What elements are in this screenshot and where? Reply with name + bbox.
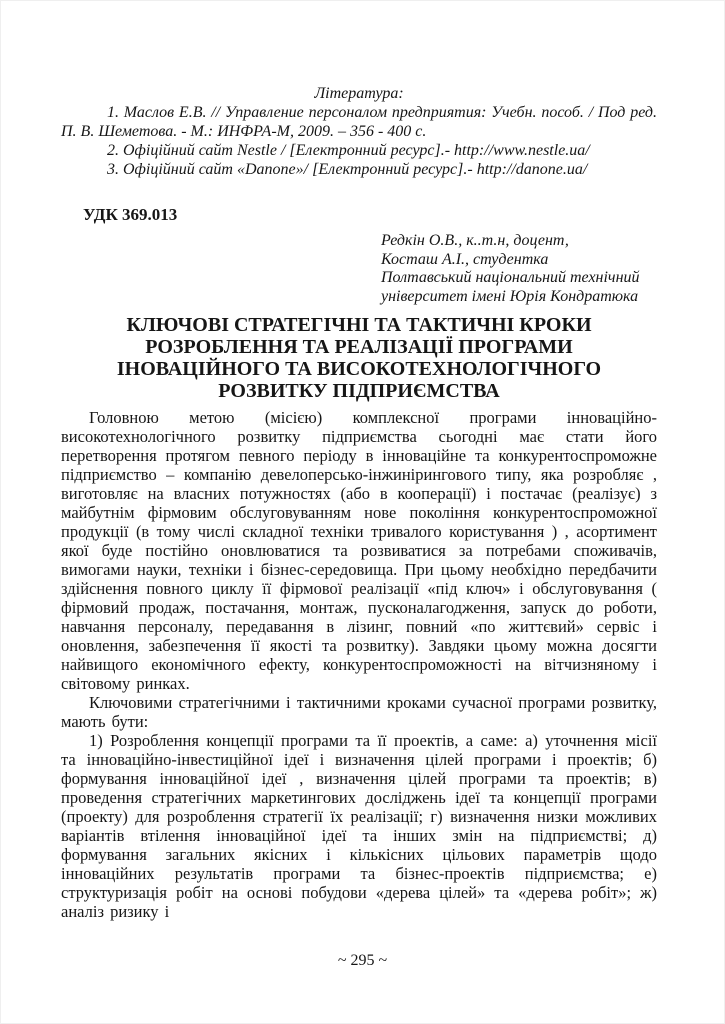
literature-item: 2. Офіційний сайт Nestle / [Електронний ресурс].- http://www.nestle.ua/ <box>107 142 590 159</box>
author-line: Косташ А.І., студентка <box>381 250 549 268</box>
authors-block <box>381 232 657 306</box>
literature-item: 3. Офіційний сайт «Danone»/ [Електронний ресурс].- http://danone.ua/ <box>107 161 588 178</box>
udc-code: УДК 369.013 <box>83 205 178 224</box>
affiliation-line: університет імені Юрія Кондратюка <box>381 287 639 305</box>
literature-heading: Література: <box>314 85 404 102</box>
author-line: Редкін О.В., к..т.н, доцент, <box>381 232 569 249</box>
body-paragraph: 1) Розроблення концепції програми та її проектів, а саме: а) уточнення місії та інноваційно-інвестиційної ідеї і визначення цілей програми і проектів; б) формування інноваційної ідеї , визначення цілей програми та проектів; в) проведення стратегічних маркетингових досліджень ідеї та концепції програми (проекту) для розроблення стратегії їх реалізації; г) визначення низки можливих варіантів втілення інноваційної ідеї та інших змін на підприємстві; д) формування загальних якісних і кількісних цільових параметрів щодо інноваційних результатів програми та бізнес-проектів підприємства; е) структуризація робіт на основі побудови «дерева цілей» та «дерева робіт»; ж) аналіз ризику і <box>61 731 657 921</box>
affiliation-line: Полтавський національний технічний <box>381 269 640 286</box>
article-body <box>61 408 657 921</box>
article-title: КЛЮЧОВІ СТРАТЕГІЧНІ ТА ТАКТИЧНІ КРОКИ РОЗРОБЛЕННЯ ТА РЕАЛІЗАЦІЇ ПРОГРАМИ ІНОВАЦІЙНОГО ТА ВИСОКОТЕХНОЛОГІЧНОГО РОЗВИТКУ ПІДПРИЄМСТВА <box>116 314 602 402</box>
body-paragraph: Ключовими стратегічними і тактичними кроками сучасної програми розвитку, мають бути: <box>61 693 657 731</box>
literature-item: 1. Маслов Е.В. // Управление персоналом предприятия: Учебн. пособ. / Под ред. П. В. Шеметова. - М.: ИНФРА-М, 2009. – 356 - 400 с. <box>61 104 657 140</box>
page-number: ~ 295 ~ <box>337 952 388 969</box>
body-paragraph: Головною метою (місією) комплексної програми інноваційно-високотехнологічного розвитку підприємства сьогодні має стати його перетворення протягом певного періоду в інноваційне та конкурентоспроможне підприємство – компанію девелоперсько-інжинірингового типу, яка розробляє , виготовляє на власних потужностях (або в кооперації) і постачає (реалізує) з майбутнім фірмовим обслуговуванням нове покоління конкурентоспроможної продукції (в тому числі складної техніки тривалого користування ) , асортимент якої буде постійно оновлюватися та розвиватися за потребами споживачів, вимогами науки, техніки і бізнес-середовища. При цьому необхідно передбачити здійснення повного циклу її фірмової реалізації «під ключ» і обслуговування ( фірмовий продаж, постачання, монтаж, пусконалагодження, запуск до роботи, навчання персоналу, передавання в лізинг, повний «по життєвий» сервіс і оновлення, забезпечення її якості та розвитку). Завдяки цьому можна досягти найвищого економічного ефекту, конкурентоспроможності на вітчизняному і світовому ринках. <box>61 408 657 693</box>
literature-section <box>61 84 657 179</box>
